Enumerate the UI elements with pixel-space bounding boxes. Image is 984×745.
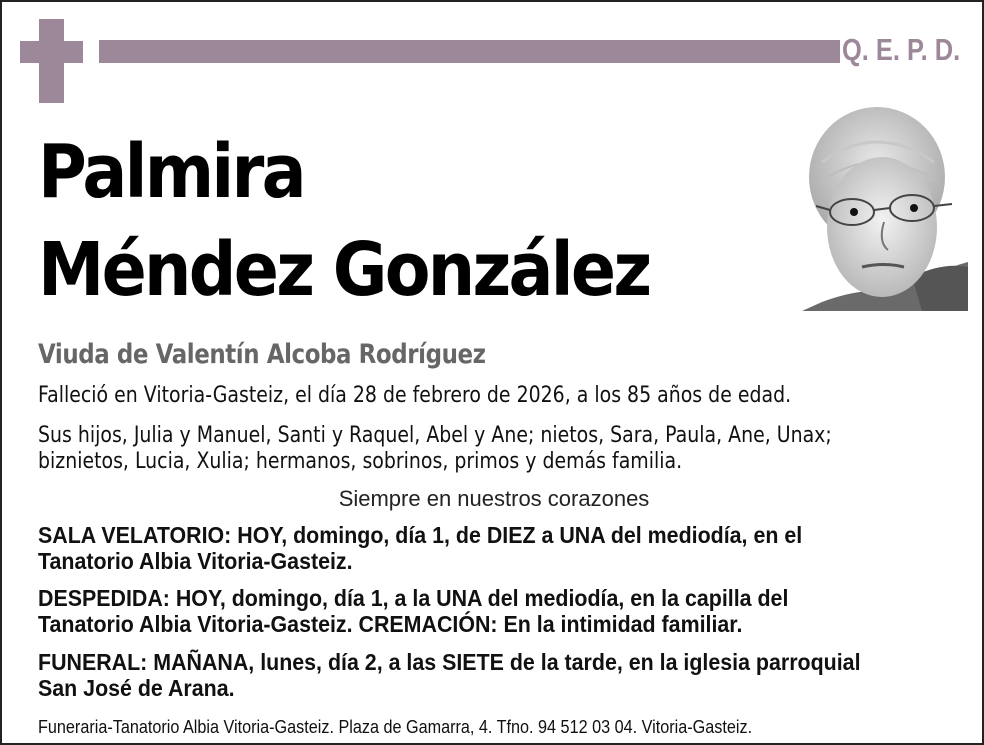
event-wake-line-2: Tanatorio Albia Vitoria-Gasteiz. [38, 548, 353, 574]
deceased-first-name: Palmira [38, 129, 304, 215]
qepd-label: Q. E. P. D. [842, 32, 961, 67]
family-line-2: biznietos, Lucia, Xulia; hermanos, sobrinos, primos y demás familia. [38, 449, 683, 474]
motto: Siempre en nuestros corazones [338, 486, 650, 511]
widow-of-line: Viuda de Valentín Alcoba Rodríguez [38, 339, 486, 370]
event-farewell-line-2: Tanatorio Albia Vitoria-Gasteiz. CREMACIÓN: En la intimidad familiar. [38, 611, 743, 637]
family-line-1: Sus hijos, Julia y Manuel, Santi y Raquel, Abel y Ane; nietos, Sara, Paula, Ane, Unax; [38, 423, 832, 448]
header-bar [99, 40, 840, 63]
event-funeral-line-1: FUNERAL: MAÑANA, lunes, día 2, a las SIETE de la tarde, en la iglesia parroquial [38, 649, 861, 675]
portrait-icon [802, 102, 968, 311]
event-wake-line-1: SALA VELATORIO: HOY, domingo, día 1, de DIEZ a UNA del mediodía, en el [38, 522, 803, 548]
deceased-photo [802, 102, 968, 311]
event-farewell-line-1: DESPEDIDA: HOY, domingo, día 1, a la UNA del mediodía, en la capilla del [38, 585, 789, 611]
event-funeral-line-2: San José de Arana. [38, 675, 235, 701]
funeral-home-footer: Funeraria-Tanatorio Albia Vitoria-Gasteiz. Plaza de Gamarra, 4. Tfno. 94 512 03 04. Vitoria-Gasteiz. [38, 717, 753, 737]
cross-icon-horizontal [20, 41, 83, 63]
deceased-surnames: Méndez González [38, 227, 650, 313]
death-notice: Falleció en Vitoria-Gasteiz, el día 28 de febrero de 2026, a los 85 años de edad. [38, 383, 792, 408]
